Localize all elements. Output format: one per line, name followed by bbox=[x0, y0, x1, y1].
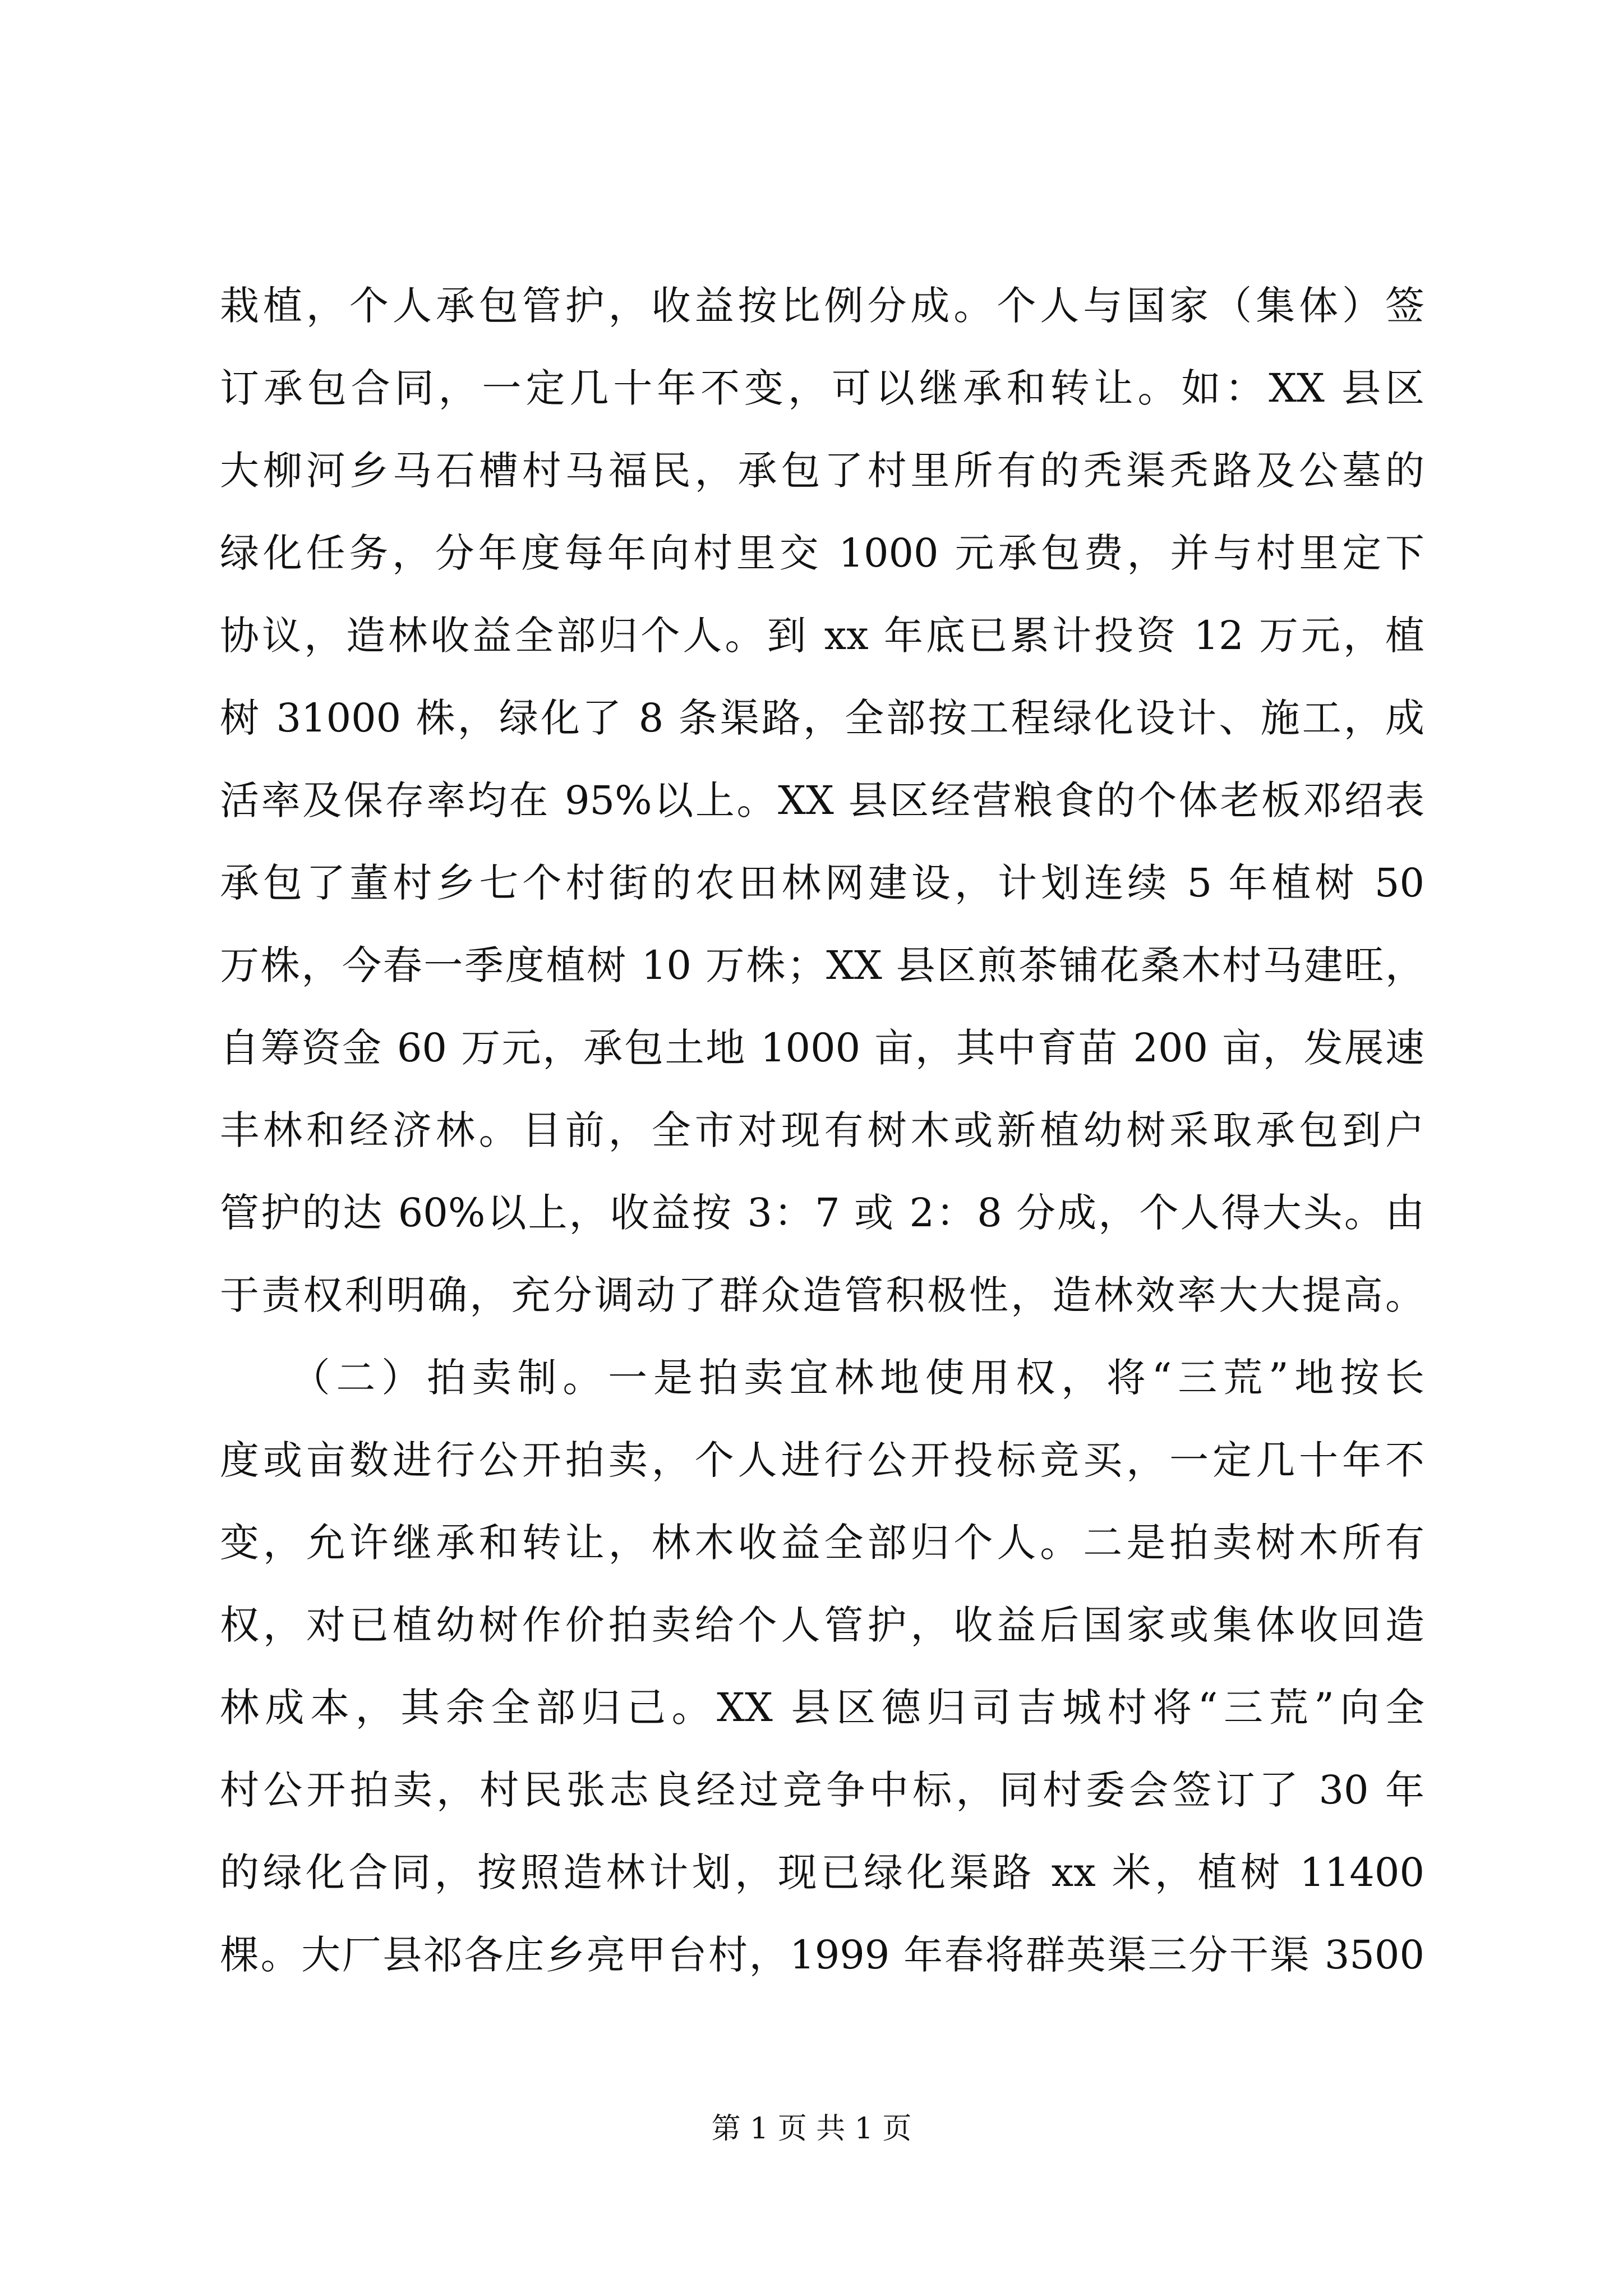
text-line-21: 棵。大厂县祁各庄乡亮甲台村，1999 年春将群英渠三分干渠 3500 bbox=[220, 1932, 1424, 1978]
text-line-5: 协议，造林收益全部归个人。到 xx 年底已累计投资 12 万元，植 bbox=[220, 613, 1424, 659]
text-line-13: 于责权利明确，充分调动了群众造管积极性，造林效率大大提高。 bbox=[220, 1272, 1424, 1318]
text-line-2: 订承包合同，一定几十年不变，可以继承和转让。如：XX 县区 bbox=[220, 365, 1424, 411]
text-line-18: 林成本，其余全部归己。XX 县区德归司吉城村将“三荒”向全 bbox=[220, 1685, 1424, 1731]
text-line-17: 权，对已植幼树作价拍卖给个人管护，收益后国家或集体收回造 bbox=[220, 1602, 1424, 1648]
text-line-11: 丰林和经济林。目前，全市对现有树木或新植幼树采取承包到户 bbox=[220, 1107, 1424, 1153]
page-footer: 第 1 页 共 1 页 bbox=[711, 2112, 912, 2146]
text-line-4: 绿化任务，分年度每年向村里交 1000 元承包费，并与村里定下 bbox=[220, 530, 1424, 576]
body-text bbox=[220, 265, 1424, 1996]
text-line-7: 活率及保存率均在 95%以上。XX 县区经营粮食的个体老板邓绍表 bbox=[220, 777, 1424, 823]
text-line-10: 自筹资金 60 万元，承包土地 1000 亩，其中育苗 200 亩，发展速 bbox=[220, 1025, 1424, 1071]
text-line-14: （二）拍卖制。一是拍卖宜林地使用权，将“三荒”地按长 bbox=[220, 1355, 1424, 1401]
text-line-8: 承包了董村乡七个村街的农田林网建设，计划连续 5 年植树 50 bbox=[220, 860, 1424, 906]
text-line-12: 管护的达 60%以上，收益按 3：7 或 2：8 分成，个人得大头。由 bbox=[220, 1190, 1424, 1236]
text-line-9: 万株，今春一季度植树 10 万株；XX 县区煎茶铺花桑木村马建旺， bbox=[220, 942, 1424, 988]
text-line-19: 村公开拍卖，村民张志良经过竞争中标，同村委会签订了 30 年 bbox=[220, 1767, 1424, 1813]
text-line-20: 的绿化合同，按照造林计划，现已绿化渠路 xx 米，植树 11400 bbox=[220, 1849, 1424, 1895]
text-line-1: 栽植，个人承包管护，收益按比例分成。个人与国家（集体）签 bbox=[220, 283, 1424, 329]
text-line-3: 大柳河乡马石槽村马福民，承包了村里所有的秃渠秃路及公墓的 bbox=[220, 448, 1424, 494]
text-line-15: 度或亩数进行公开拍卖，个人进行公开投标竞买，一定几十年不 bbox=[220, 1437, 1424, 1483]
text-line-6: 树 31000 株，绿化了 8 条渠路，全部按工程绿化设计、施工，成 bbox=[220, 695, 1424, 741]
text-line-16: 变，允许继承和转让，林木收益全部归个人。二是拍卖树木所有 bbox=[220, 1520, 1424, 1566]
